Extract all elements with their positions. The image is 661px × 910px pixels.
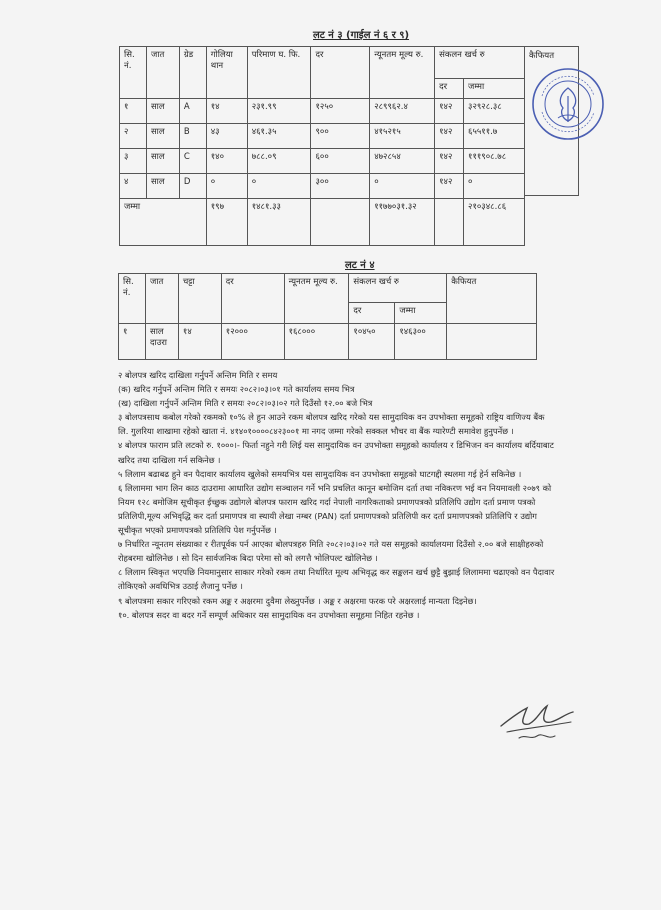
signature — [497, 696, 577, 744]
table-row — [120, 124, 525, 149]
cell-coll-total: ३२९२८.३८ — [464, 99, 525, 124]
lot4-header-coll-rate: दर — [349, 303, 395, 324]
cell-coll-rate: १४२ — [435, 99, 464, 124]
lot4-header-count: चट्टा — [178, 274, 221, 324]
total-row — [120, 199, 525, 246]
total-coll-rate — [435, 199, 464, 246]
lot3-header-logs: गोलिया थान — [206, 47, 247, 99]
cell-logs: ४३ — [206, 124, 247, 149]
list-item: ७ निर्धारित न्यूनतम संख्याका र रीतपूर्वक पर्न आएका बोलपत्रहरु मिति २०८२।०३।०२ गते यस समूहको कार्यालयमा दिउँसो २.०० बजे साक्षीहरुको रोहबरमा खोलिनेछ । सो दिन सार्वजनिक बिदा परेमा सो को लगत्तै भोलिपल्ट खोलिनेछ । — [118, 539, 544, 564]
lot4-header-sn: सि. नं. — [119, 274, 146, 324]
list-item: १०. बोलपत्र सदर वा बदर गर्ने सम्पूर्ण अधिकार यस सामुदायिक वन उपभोक्ता समूहमा निहित रहनेछ । — [118, 609, 420, 620]
lot3-table — [119, 46, 525, 246]
list-item: (ख) दाखिला गर्नुपर्ने अन्तिम मिति र समयः २०८२।०३।०२ गते दिउँसो १२.०० बजे भित्र — [118, 398, 373, 409]
cell-species: साल दाउरा — [145, 324, 178, 360]
cell-min-price: ४७२८५४ — [370, 149, 435, 174]
lot3-header-grade: ग्रेड — [179, 47, 206, 99]
cell-rate: १२५० — [311, 99, 370, 124]
cell-logs: १४० — [206, 149, 247, 174]
cell-min-price: ४१५२१५ — [370, 124, 435, 149]
cell-coll-total: १४६३०० — [395, 324, 447, 360]
cell-rate: ६०० — [311, 149, 370, 174]
list-item: ५ लिलाम बढाबढ हुने वन पैदावार कार्यालय खुलेको समयभित्र यस सामुदायिक वन उपभोक्ता समूहको घाटगद्दी स्थलमा गई हेर्न सकिनेछ । — [118, 468, 522, 479]
lot4-header-rate: दर — [221, 274, 284, 324]
cell-grade: A — [179, 99, 206, 124]
table-row — [120, 149, 525, 174]
cell-logs: ० — [206, 174, 247, 199]
lot3-header-species: जात — [146, 47, 179, 99]
lot4-table — [118, 273, 537, 360]
total-min-price: ११७७०३१.३२ — [370, 199, 435, 246]
lot4-title: लट नं ४ — [345, 260, 375, 271]
lot3-header-collection: संकलन खर्च रु — [435, 47, 525, 79]
cell-grade: B — [179, 124, 206, 149]
cell-coll-total: १११९०८.७८ — [464, 149, 525, 174]
lot3-header-coll-total: जम्मा — [464, 79, 525, 99]
cell-sn: १ — [120, 99, 147, 124]
cell-volume: ० — [247, 174, 311, 199]
cell-rate: ९०० — [311, 124, 370, 149]
cell-coll-rate: १४२ — [435, 124, 464, 149]
cell-grade: C — [179, 149, 206, 174]
table-row — [120, 99, 525, 124]
total-label: जम्मा — [120, 199, 207, 246]
lot3-header-min-price: न्यूनतम मूल्य रु. — [370, 47, 435, 99]
cell-rate: ३०० — [311, 174, 370, 199]
cell-sn: २ — [120, 124, 147, 149]
list-item: २ बोलपत्र खरिद दाखिला गर्नुपर्ने अन्तिम मिति र समय — [118, 370, 278, 380]
cell-min-price: ० — [370, 174, 435, 199]
cell-min-price: १६८००० — [284, 324, 349, 360]
list-item: ३ बोलपत्रसाथ कबोल गरेको रकमको १०% ले हुन आउने रकम बोलपत्र खरिद गरेको यस सामुदायिक वन उपभोक्ता समूहको राष्ट्रिय वाणिज्य बैंक लि. गुलरिया शाखामा रहेको खाता नं. ४१४०१००००८४२३००१ मा नगद जम्मा गरेको सक्कल भौचर वा बैंक ग्यारेण्टी समावेश हुनुपर्नेछ । — [118, 412, 545, 437]
cell-sn: ४ — [120, 174, 147, 199]
terms-list — [118, 368, 556, 622]
lot4-header-coll-total: जम्मा — [395, 303, 447, 324]
list-item: ४ बोलपत्र फाराम प्रति लटको रु. १०००।- फिर्ता नहुने गरी लिई यस सामुदायिक वन उपभोक्ता समूहको कार्यालय र डिभिजन वन कार्यालय बर्दियाबाट खरिद तथा दाखिला गर्न सकिनेछ । — [118, 440, 554, 465]
cell-species: साल — [146, 99, 179, 124]
list-item: ६ लिलाममा भाग लिन काठ दाउरामा आधारित उद्योग सञ्चालन गर्ने भनि प्रचलित कानून बमोजिम दर्ता तथा नविकरण भई वन नियमावली २०७९ को नियम १२८ बमोजिम सूचीकृत ईच्छुक उद्योगले बोलपत्र फाराम खरिद गर्दा नेपाली नागरिकताको प्रमाणपत्रको प्रतिलिपि उद्योग दर्ता प्रमाण पत्रको प्रतिलिपी,मूल्य अभिवृद्धि कर दर्ता प्रमाणपत्र वा स्थायी लेखा नम्बर (PAN) दर्ता प्रमाणपत्रको प्रतिलिपी कर दर्ता प्रमाणपत्रको प्रतिलिपि र उद्योग सूचीकृत भएको प्रमाणपत्रको प्रतिलिपि पेश गर्नुपर्नेछ । — [118, 482, 552, 536]
list-item: ९ बोलपत्रमा सकार गरिएको रकम अङ्क र अक्षरमा दुवैमा लेख्नुपर्नेछ । अङ्क र अक्षरमा फरक परे अक्षरलाई मान्यता दिइनेछ। — [118, 595, 477, 606]
cell-volume: ४६१.३५ — [247, 124, 311, 149]
table-row — [119, 324, 537, 360]
table-row — [120, 174, 525, 199]
cell-remarks — [447, 324, 537, 360]
total-coll-total: २१०३४८.८६ — [464, 199, 525, 246]
cell-species: साल — [146, 174, 179, 199]
cell-min-price: २८९९६२.४ — [370, 99, 435, 124]
lot4-header-species: जात — [145, 274, 178, 324]
organization-seal — [530, 66, 606, 142]
lot4-header-remarks: कैफियत — [447, 274, 537, 324]
lot3-header-sn: सि. नं. — [120, 47, 147, 99]
lot4-header-min-price: न्यूनतम मूल्य रु. — [284, 274, 349, 324]
cell-coll-rate: १४२ — [435, 149, 464, 174]
cell-coll-total: ० — [464, 174, 525, 199]
cell-coll-total: ६५५११.७ — [464, 124, 525, 149]
cell-sn: ३ — [120, 149, 147, 174]
cell-logs: १४ — [206, 99, 247, 124]
list-item: (क) खरिद गर्नुपर्ने अन्तिम मिति र समयः २०८२।०३।०१ गते कार्यालय समय भित्र — [118, 384, 355, 395]
cell-sn: १ — [119, 324, 146, 360]
cell-species: साल — [146, 149, 179, 174]
cell-species: साल — [146, 124, 179, 149]
total-rate — [311, 199, 370, 246]
cell-rate: १२००० — [221, 324, 284, 360]
total-logs: १९७ — [206, 199, 247, 246]
lot3-title: लट नं ३ (गाईल नं ६ र ९) — [313, 30, 410, 41]
lot3-header-volume: परिमाण घ. फि. — [247, 47, 311, 99]
cell-coll-rate: १४२ — [435, 174, 464, 199]
lot3-header-remarks: कैफियत — [529, 51, 555, 61]
cell-volume: २३१.९९ — [247, 99, 311, 124]
list-item: ८ लिलाम स्विकृत भएपछि नियमानुसार साकार गरेको रकम तथा निर्धारित मूल्य अभिवृद्ध कर सङ्कलन खर्च छुट्टै बुझाई लिलाममा चढाएको वन पैदावार तोकिएको अवधिभित्र उठाई लैजानु पर्नेछ । — [118, 567, 555, 592]
total-volume: १४८१.३३ — [247, 199, 311, 246]
cell-grade: D — [179, 174, 206, 199]
cell-count: १४ — [178, 324, 221, 360]
cell-coll-rate: १०४५० — [349, 324, 395, 360]
lot3-header-coll-rate: दर — [435, 79, 464, 99]
cell-volume: ७८८.०९ — [247, 149, 311, 174]
lot4-header-collection: संकलन खर्च रु — [349, 274, 447, 303]
lot3-header-rate: दर — [311, 47, 370, 99]
